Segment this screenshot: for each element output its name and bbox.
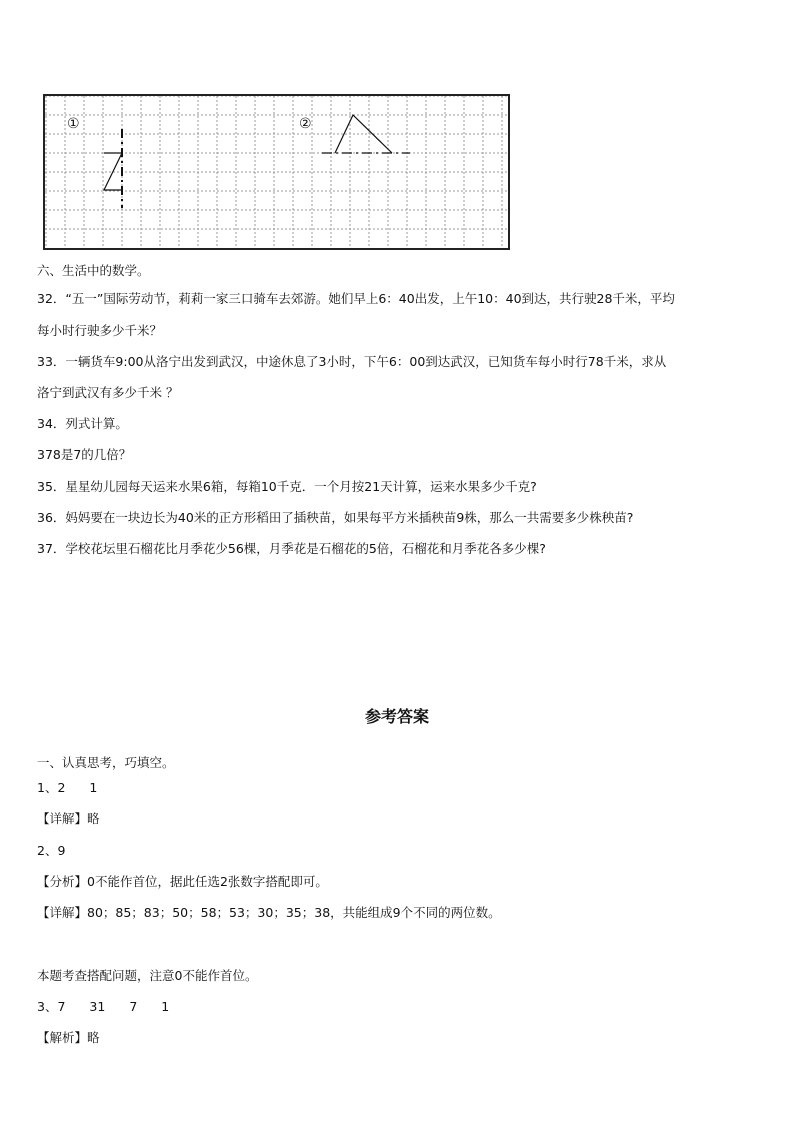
grid-figure	[43, 94, 510, 250]
answers-part-1-heading: 一、认真思考，巧填空。	[37, 755, 175, 770]
figure-label-2: ②	[299, 116, 312, 132]
question-34-sub: 378是7的几倍？	[37, 447, 132, 462]
question-33-line-2: 洛宁到武汉有多少千米 ？	[37, 385, 179, 400]
answer-1-detail: 【详解】略	[37, 811, 100, 826]
question-34: 34．列式计算。	[37, 416, 128, 431]
answers-title: 参考答案	[364, 707, 429, 726]
triangle-outline	[335, 115, 392, 153]
answer-2-detail: 【详解】80；85；83；50；58；53；30；35；38，共能组成9个不同的两位数。	[37, 905, 501, 920]
answer-3	[37, 999, 169, 1015]
section-6-heading: 六、生活中的数学。	[37, 263, 150, 278]
question-32-line-1: 32．“五一”国际劳动节，莉莉一家三口骑车去郊游。她们早上6：40出发，上午10：40到达，共行驶28千米，平均	[37, 291, 675, 306]
figure-label-1: ①	[67, 116, 80, 132]
answer-2-note: 本题考查搭配问题，注意0不能作首位。	[37, 968, 258, 983]
answer-1-label: 1、	[37, 780, 58, 795]
answer-3-detail: 【解析】略	[37, 1030, 100, 1045]
answer-3-value-3: 7	[129, 999, 138, 1014]
answer-1	[37, 780, 97, 796]
grid-drawing	[45, 96, 508, 248]
answer-3-value-1: 7	[57, 999, 66, 1014]
question-32-line-2: 每小时行驶多少千米？	[37, 323, 163, 338]
question-36: 36．妈妈要在一块边长为40米的正方形稻田了插秧苗，如果每平方米插秧苗9株，那么一共需要多少株秧苗?	[37, 510, 634, 525]
answer-2-label: 2、	[37, 843, 58, 858]
shape-1	[104, 129, 122, 208]
answer-3-value-2: 31	[89, 999, 106, 1014]
answer-3-label: 3、	[37, 999, 58, 1014]
question-37: 37．学校花坛里石榴花比月季花少56棵，月季花是石榴花的5倍，石榴花和月季花各多少棵?	[37, 541, 546, 556]
dashed-grid	[45, 96, 508, 248]
answer-1-value-1: 2	[57, 780, 66, 795]
answer-3-value-4: 1	[161, 999, 170, 1014]
answer-2	[37, 843, 65, 859]
answer-2-value: 9	[57, 843, 66, 858]
question-35: 35．星星幼儿园每天运来水果6箱，每箱10千克．一个月按21天计算，运来水果多少千克?	[37, 479, 537, 494]
question-33-line-1: 33．一辆货车9:00从洛宁出发到武汉，中途休息了3小时，下午6：00到达武汉，已知货车每小时行78千米，求从	[37, 354, 667, 369]
answer-1-value-2: 1	[89, 780, 98, 795]
answer-2-analysis: 【分析】0不能作首位，据此任选2张数字搭配即可。	[37, 874, 328, 889]
